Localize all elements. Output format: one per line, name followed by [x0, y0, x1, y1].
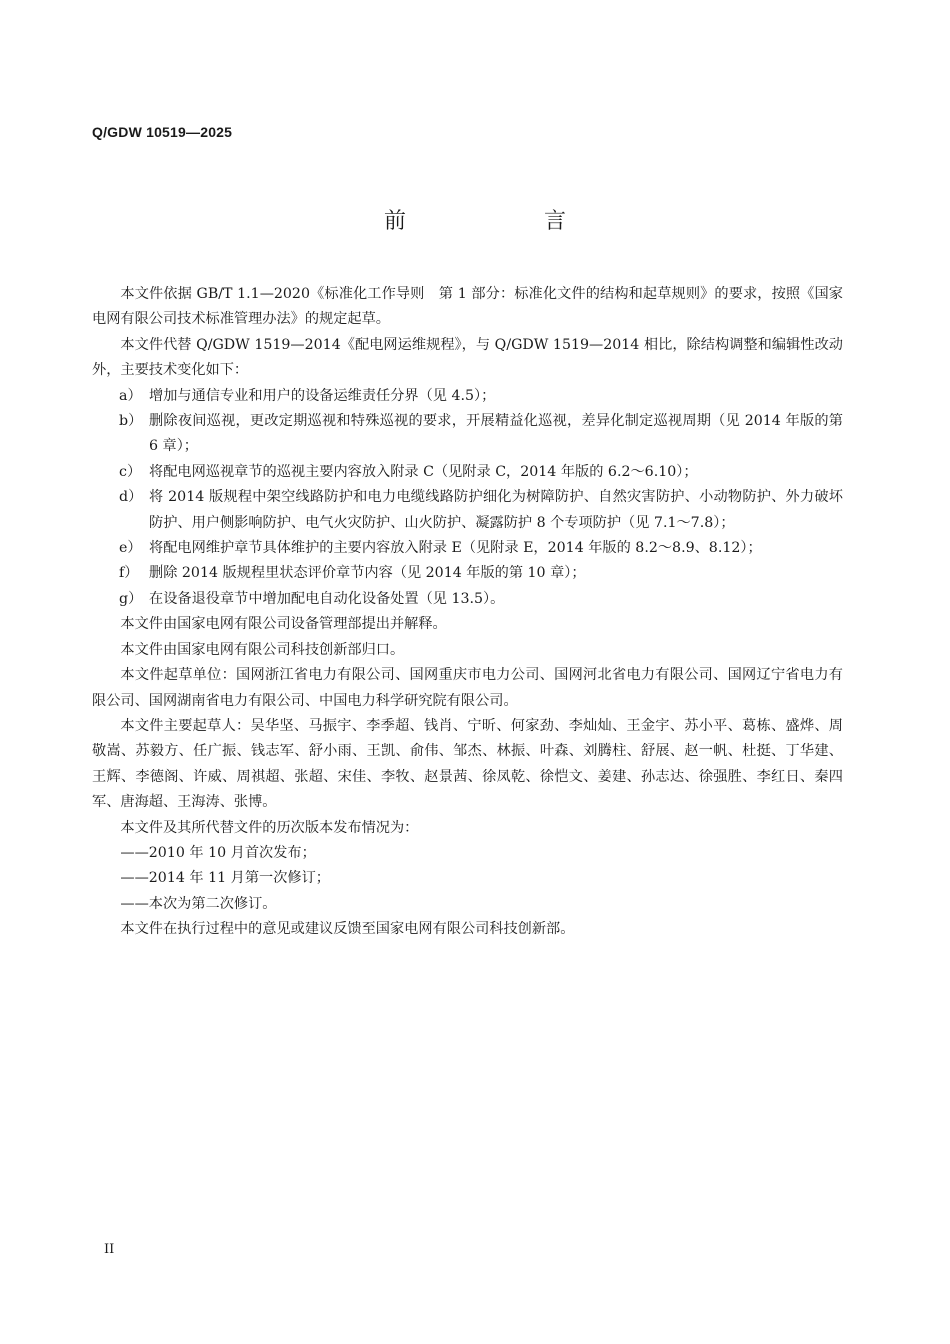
change-list [92, 384, 843, 613]
foreword-body [92, 282, 843, 943]
change-item-c [92, 460, 843, 485]
paragraph-history-intro: 本文件及其所代替文件的历次版本发布情况为： [120, 819, 419, 836]
paragraph-drafting-units: 本文件起草单位：国网浙江省电力有限公司、国网重庆市电力公司、国网河北省电力有限公司、国网辽宁省电力有限公司、国网湖南省电力有限公司、中国电力科学研究院有限公司。 [92, 667, 843, 709]
item-marker: b） [119, 413, 143, 430]
history-entry: ——2014 年 11 月第一次修订； [120, 870, 330, 887]
item-text: 增加与通信专业和用户的设备运维责任分界（见 4.5）； [149, 387, 496, 404]
page-title: 前 言 [383, 209, 624, 234]
change-item-g [92, 587, 843, 612]
change-item-a [92, 384, 843, 409]
item-marker: e） [119, 540, 142, 557]
change-item-e [92, 536, 843, 561]
page-number: II [104, 1242, 115, 1257]
item-text: 在设备退役章节中增加配电自动化设备处置（见 13.5）。 [149, 590, 505, 607]
item-text: 将 2014 版规程中架空线路防护和电力电缆线路防护细化为树障防护、自然灾害防护、小动物防护、外力破坏防护、用户侧影响防护、电气火灾防护、山火防护、凝露防护 8 个专项防护（见 7.1～7.8）； [149, 489, 843, 531]
history-entry: ——2010 年 10 月首次发布； [120, 844, 316, 861]
item-marker: a） [119, 387, 142, 404]
change-item-b [92, 409, 843, 460]
change-item-d [92, 485, 843, 536]
paragraph-managed-by: 本文件由国家电网有限公司科技创新部归口。 [120, 641, 405, 658]
item-text: 删除夜间巡视，更改定期巡视和特殊巡视的要求，开展精益化巡视，差异化制定巡视周期（见 2014 年版的第 6 章）； [149, 413, 843, 455]
history-entry: ——本次为第二次修订。 [120, 895, 277, 912]
paragraph-feedback: 本文件在执行过程中的意见或建议反馈至国家电网有限公司科技创新部。 [120, 921, 575, 938]
item-marker: g） [119, 590, 143, 607]
paragraph-proposed-by: 本文件由国家电网有限公司设备管理部提出并解释。 [120, 616, 447, 633]
item-text: 删除 2014 版规程里状态评价章节内容（见 2014 年版的第 10 章）； [149, 565, 586, 582]
item-marker: c） [119, 463, 142, 480]
item-text: 将配电网维护章节具体维护的主要内容放入附录 E（见附录 E，2014 年版的 8.2～8.9、8.12）； [149, 540, 762, 557]
document-code: Q/GDW 10519—2025 [92, 124, 233, 140]
item-marker: f） [119, 565, 139, 582]
item-text: 将配电网巡视章节的巡视主要内容放入附录 C（见附录 C，2014 年版的 6.2～6.10）； [149, 463, 698, 480]
paragraph-replacement: 本文件代替 Q/GDW 1519—2014《配电网运维规程》，与 Q/GDW 1519—2014 相比，除结构调整和编辑性改动外，主要技术变化如下： [92, 336, 843, 379]
item-marker: d） [119, 489, 143, 506]
paragraph-basis: 本文件依据 GB/T 1.1—2020《标准化工作导则 第 1 部分：标准化文件的结构和起草规则》的要求，按照《国家电网有限公司技术标准管理办法》的规定起草。 [92, 286, 843, 328]
change-item-f [92, 561, 843, 586]
paragraph-drafters: 本文件主要起草人：吴华坚、马振宇、李季超、钱肖、宁昕、何家劲、李灿灿、王金宇、苏小平、葛栋、盛烨、周敬嵩、苏毅方、任广振、钱志军、舒小雨、王凯、俞伟、邹杰、林振、叶森、刘腾柱、舒展、赵一帆、杜挺、丁华建、王辉、李德阁、许威、周祺超、张超、宋佳、李牧、赵景茜、徐凤乾、徐恺文、姜建、孙志达、徐强胜、李红日、秦四军、唐海超、王海涛、张博。 [92, 717, 843, 811]
